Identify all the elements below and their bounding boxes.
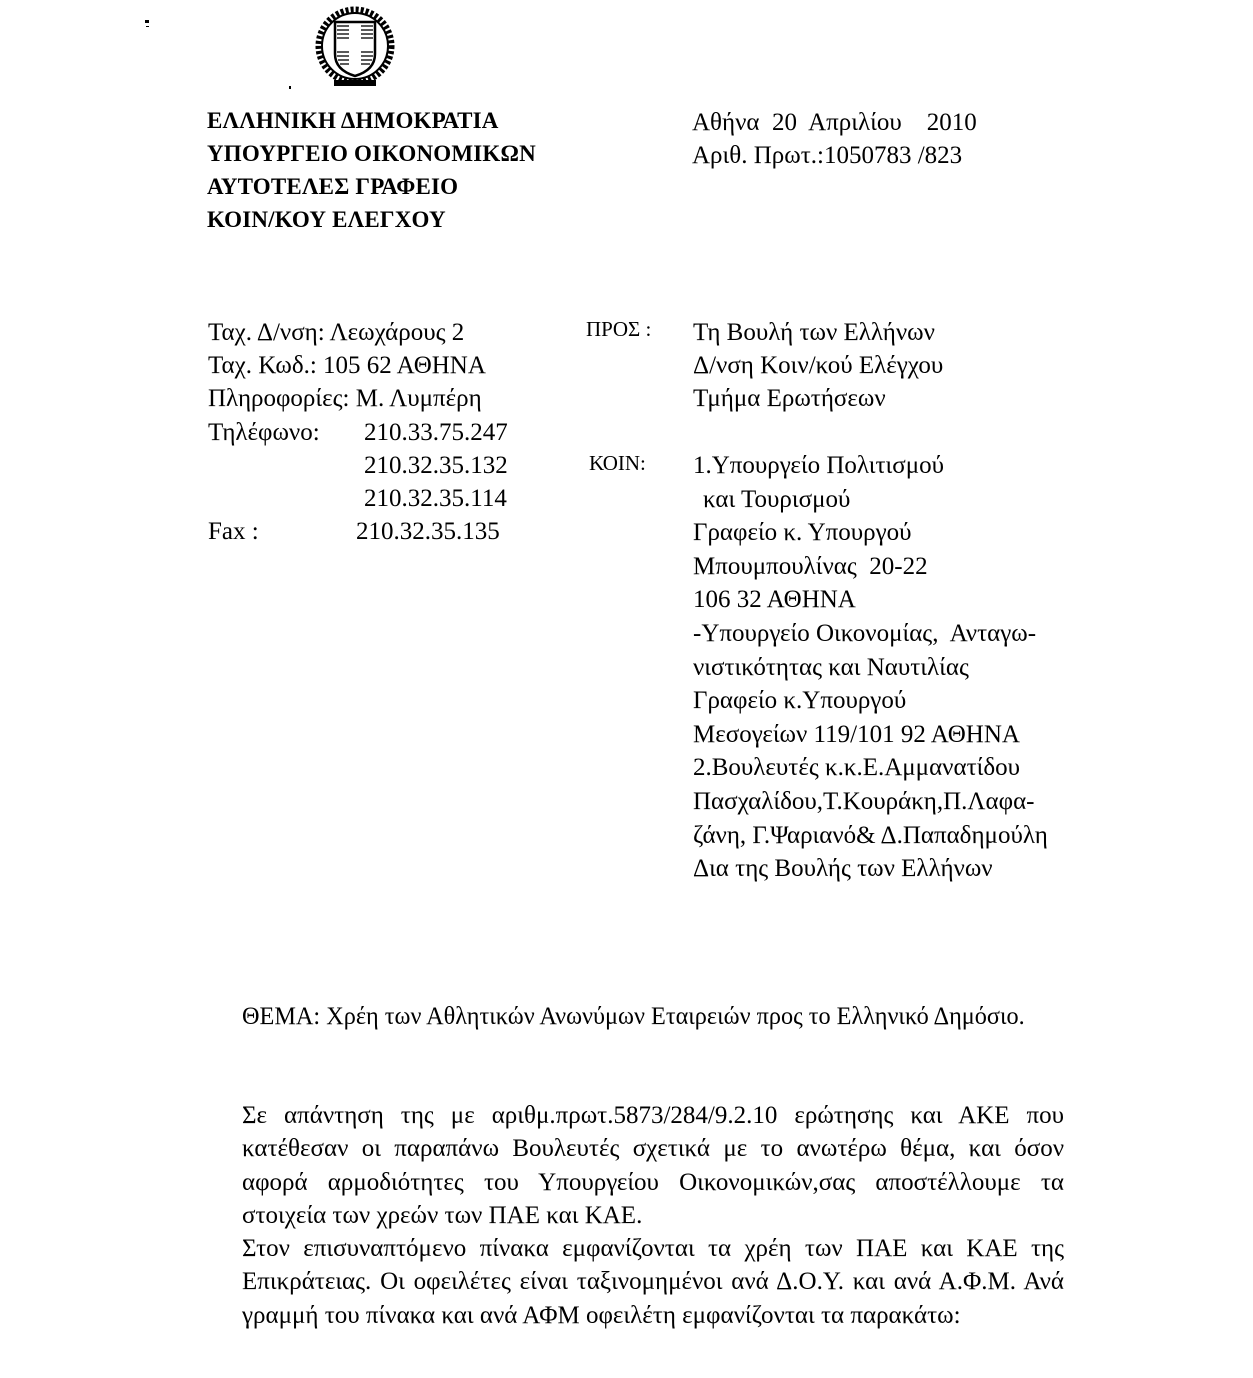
greek-coat-of-arms-icon [313,4,397,90]
to-recipients [693,316,943,416]
cc-line: ζάνη, Γ.Ψαριανό& Δ.Παπαδημούλη [693,821,1048,849]
sender-address: Ταχ. Δ/νση: Λεωχάρους 2 [208,319,465,346]
phone-label: Τηλέφωνο: [208,418,320,446]
recipient-line: Τη Βουλή των Ελλήνων [693,319,935,346]
fax-row [208,515,508,548]
cc-line: Δια της Βουλής των Ελλήνων [693,855,993,883]
scan-artifact [145,20,149,23]
phone-number: 210.32.35.114 [364,485,507,513]
issuing-authority [207,104,536,236]
body-paragraph [242,1099,1064,1232]
cc-line: Γραφείο κ.Υπουργού [693,687,907,715]
fax-number: 210.32.35.135 [356,518,500,546]
recipient-line: Δ/νση Κοιν/κού Ελέγχου [693,352,944,380]
phone-number: 210.33.75.247 [364,418,508,446]
date-block [692,106,977,172]
subject-line: ΘΕΜΑ: Χρέη των Αθλητικών Ανωνύμων Εταιρειών προς το Ελληνικό Δημόσιο. [242,1003,1025,1030]
sender-postal-code: Ταχ. Κωδ.: 105 62 ΑΘΗΝΑ [208,352,486,380]
cc-line: Μπουμπουλίνας 20-22 [693,552,928,580]
phone-row [208,416,508,449]
protocol-number: Αριθ. Πρωτ.:1050783 /823 [692,142,963,169]
recipient-line: Τμήμα Ερωτήσεων [693,385,886,413]
body-paragraph [242,1232,1064,1332]
cc-line: 2.Βουλευτές κ.κ.Ε.Αμμανατίδου [693,754,1021,782]
to-label: ΠΡΟΣ : [586,317,652,341]
header-line-republic: ΕΛΛΗΝΙΚΗ ΔΗΜΟΚΡΑΤΙΑ [207,108,499,133]
cc-line: -Υπουργείο Οικονομίας, Ανταγω- [693,619,1037,647]
cc-line: Μεσογείων 119/101 92 ΑΘΗΝΑ [693,720,1020,748]
scan-artifact [146,26,149,27]
sender-contact-person: Πληροφορίες: Μ. Λυμπέρη [208,385,482,413]
phone-number: 210.32.35.132 [364,451,508,479]
cc-line: Γραφείο κ. Υπουργού [693,519,912,547]
scan-artifact [289,86,291,89]
sender-contact-info [208,316,508,548]
cc-line: 1.Υπουργείο Πολιτισμού [693,452,945,479]
header-line-department: ΚΟΙΝ/ΚΟΥ ΕΛΕΓΧΟΥ [207,207,446,232]
cc-line: Πασχαλίδου,Τ.Κουράκη,Π.Λαφα- [693,787,1035,815]
cc-line: νιστικότητας και Ναυτιλίας [693,653,969,681]
paragraph-text: Στον επισυναπτόμενο πίνακα εμφανίζονται τα χρέη των ΠΑΕ και ΚΑΕ της Επικράτειας. Οι οφειλέτες είναι ταξινομημένοι ανά Δ.Ο.Υ. και ανά Α.Φ.Μ. Ανά γραμμή του πίνακα και ανά ΑΦΜ οφειλέτη εμφανίζονται τα παρακάτω: [242,1235,1064,1329]
header-line-office: ΑΥΤΟΤΕΛΕΣ ΓΡΑΦΕΙΟ [207,174,459,199]
paragraph-text: Σε απάντηση της με αριθμ.πρωτ.5873/284/9.2.10 ερώτησης και ΑΚΕ που κατέθεσαν οι παραπάνω Βουλευτές σχετικά με το ανωτέρω θέμα, και όσον αφορά αρμοδιότητες του Υπουργείου Οικονομικών,σας αποστέλλουμε τα στοιχεία των χρεών των ΠΑΕ και ΚΑΕ. [242,1102,1064,1229]
cc-line: και Τουρισμού [703,485,851,513]
cc-label: ΚΟΙΝ: [589,451,646,475]
cc-recipients [693,449,1048,886]
header-line-ministry: ΥΠΟΥΡΓΕΙΟ ΟΙΚΟΝΟΜΙΚΩΝ [207,141,536,166]
document-date: Αθήνα 20 Απριλίου 2010 [692,109,977,136]
cc-line: 106 32 ΑΘΗΝΑ [693,586,856,614]
fax-label: Fax : [208,518,259,546]
